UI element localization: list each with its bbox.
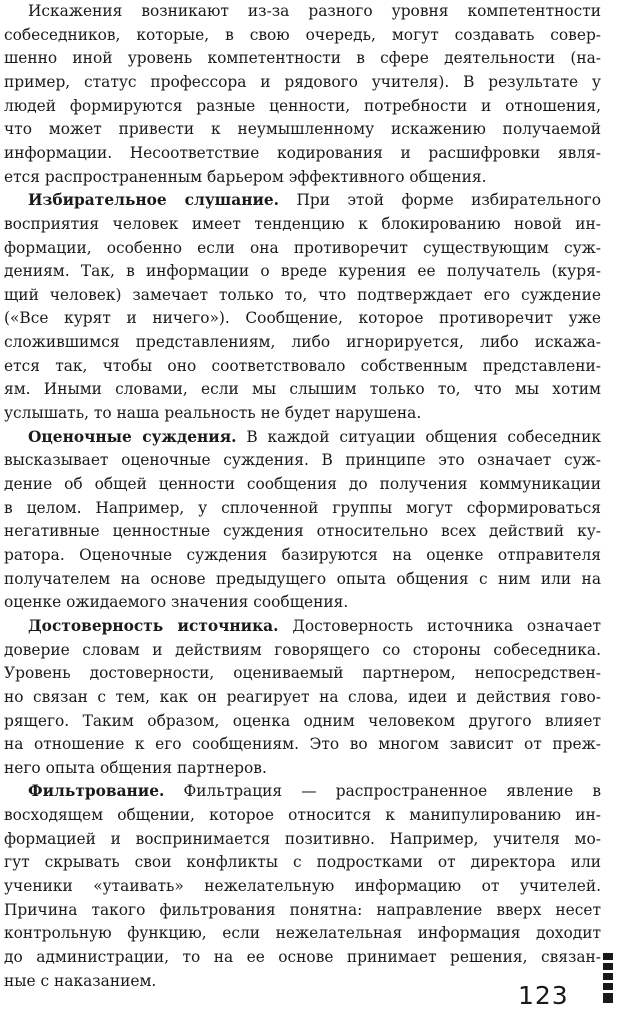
- text-line: [28, 780, 601, 803]
- text-line: дение об общей ценности сообщения до получения коммуникации: [4, 475, 601, 493]
- text-line: формации, особенно если она противоречит существующим суж-: [4, 238, 601, 257]
- text-line: [28, 615, 601, 638]
- text-line: [28, 189, 601, 212]
- line-text: Достоверность источника означает: [278, 616, 601, 635]
- paragraph-heading: Фильтрование.: [28, 782, 165, 801]
- paragraph-heading: Избирательное слушание.: [28, 191, 280, 210]
- text-line: восходящем общении, которое относится к манипулированию ин-: [4, 806, 601, 825]
- text-line: щий человек) замечает только то, что подтверждает его суждение: [4, 285, 601, 304]
- text-line: [28, 426, 601, 449]
- text-line: восприятия человек имеет тенденцию к блокированию новой ин-: [4, 214, 601, 233]
- text-line: получателем на основе предыдущего опыта общения с ним или на: [4, 569, 601, 588]
- text-line: ратора. Оценочные суждения базируются на оценке отправителя: [4, 545, 601, 564]
- text-line: Искажения возникают из-за разного уровня компетентности: [28, 2, 601, 20]
- text-line: шенно иной уровень компетентности в сфере деятельности (на-: [4, 49, 601, 68]
- text-line: гут скрывать свои конфликты с подростками от директора или: [4, 853, 601, 872]
- page-number: 123: [518, 981, 569, 1010]
- text-line: но связан с тем, как он реагирует на слова, идеи и действия гово-: [4, 687, 601, 706]
- text-line: ется распространенным барьером эффективного общения.: [4, 167, 487, 186]
- text-line: Причина такого фильтрования понятна: направление вверх несет: [4, 900, 601, 919]
- text-line: ученики «утаивать» нежелательную информацию от учителей.: [4, 877, 601, 895]
- text-line: ям. Иными словами, если мы слышим только то, что мы хотим: [4, 380, 601, 399]
- text-line: негативные ценностные суждения относительно всех действий ку-: [4, 522, 601, 541]
- text-line: («Все курят и ничего»). Сообщение, которое противоречит уже: [4, 309, 601, 328]
- text-line: оценке ожидаемого значения сообщения.: [4, 593, 349, 612]
- text-line: рящего. Таким образом, оценка одним человеком другого влияет: [4, 711, 601, 730]
- text-line: собеседников, которые, в свою очередь, могут создавать совер-: [4, 25, 601, 44]
- text-line: услышать, то наша реальность не будет нарушена.: [4, 404, 422, 422]
- text-line: пример, статус профессора и рядового учителя). В результате у: [4, 72, 601, 91]
- text-line: формацией и воспринимается позитивно. Например, учителя мо-: [4, 829, 601, 848]
- text-line: Уровень достоверности, оцениваемый партнером, непосредствен-: [4, 664, 601, 683]
- paragraph-heading: Оценочные суждения.: [28, 427, 237, 446]
- line-text: При этой форме избирательного: [279, 191, 601, 210]
- text-line: ные с наказанием.: [4, 971, 157, 990]
- text-line: людей формируются разные ценности, потребности и отношения,: [4, 96, 601, 115]
- text-line: на отношение к его сообщениям. Это во многом зависит от преж-: [4, 735, 601, 754]
- text-line: в целом. Например, у сплоченной группы могут сформироваться: [4, 498, 601, 517]
- text-line: доверие словам и действиям говорящего со стороны собеседника.: [4, 640, 601, 659]
- thumb-index-marker: [603, 953, 613, 1003]
- text-line: до администрации, то на ее основе принимает решения, связан-: [4, 948, 601, 966]
- text-line: что может привести к неумышленному искажению получаемой: [4, 120, 601, 139]
- text-line: ется так, чтобы оно соответствовало собственным представлени-: [4, 356, 601, 375]
- text-line: высказывает оценочные суждения. В принципе это означает суж-: [4, 451, 601, 470]
- text-line: информации. Несоответствие кодирования и расшифровки явля-: [4, 143, 601, 162]
- paragraph-heading: Достоверность источника.: [28, 616, 279, 635]
- line-text: Фильтрация — распространенное явление в: [164, 782, 601, 801]
- text-line: сложившимся представлениям, либо игнорируется, либо искажа-: [4, 333, 601, 352]
- line-text: В каждой ситуации общения собеседник: [236, 427, 601, 446]
- text-line: контрольную функцию, если нежелательная информация доходит: [4, 924, 601, 943]
- text-line: дениям. Так, в информации о вреде курения ее получатель (куря-: [4, 262, 601, 281]
- text-line: него опыта общения партнеров.: [4, 758, 267, 777]
